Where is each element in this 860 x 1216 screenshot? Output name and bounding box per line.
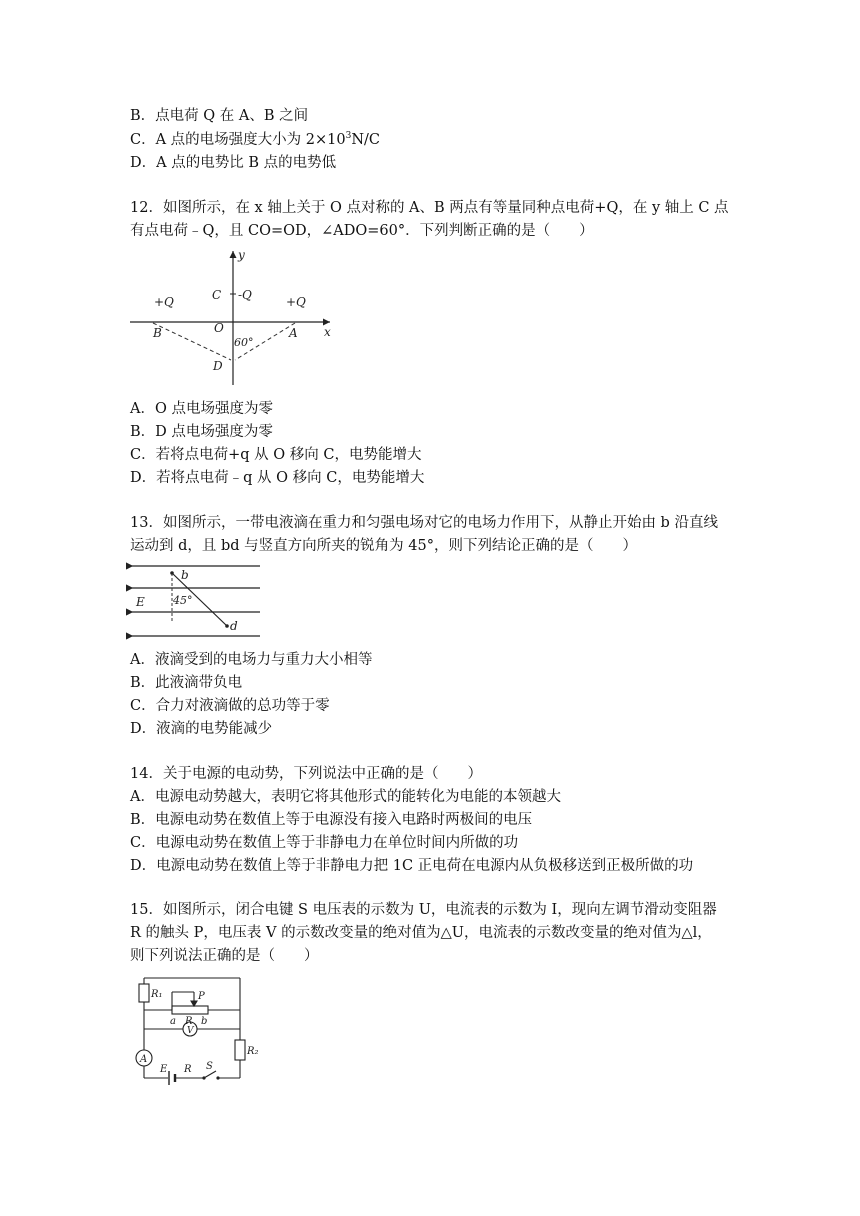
q15-switch <box>204 1071 216 1078</box>
q15-r-int-label: R <box>184 1064 192 1075</box>
q12-a-label: A <box>289 326 298 340</box>
q13-figure <box>128 560 268 642</box>
q13-point-d <box>225 624 229 628</box>
q12-stem-line1: 12．如图所示，在 x 轴上关于 O 点对称的 A、B 两点有等量同种点电荷+Q，在 y 轴上 C 点 <box>130 200 729 216</box>
q12-b-label: B <box>153 326 162 340</box>
q12-o-label: O <box>214 321 224 335</box>
q12-y-label: y <box>238 248 245 262</box>
q15-p-label: P <box>198 991 205 1002</box>
q11-option-c-exponent: 3 <box>345 131 352 142</box>
q14-option-a: A．电源电动势越大，表明它将其他形式的能转化为电能的本领越大 <box>130 789 561 805</box>
q15-r1-label: R₁ <box>151 989 163 1000</box>
q11-option-d: D．A 点的电势比 B 点的电势低 <box>130 155 337 171</box>
q15-stem-line2: R 的触头 P，电压表 V 的示数改变量的绝对值为△U，电流表的示数改变量的绝对值为△l， <box>130 925 712 941</box>
q15-ammeter-label: A <box>140 1054 148 1065</box>
q15-r1-resistor <box>139 984 149 1002</box>
q12-c-label: C <box>212 288 222 302</box>
q11-option-b: B．点电荷 Q 在 A、B 之间 <box>130 108 309 124</box>
q13-option-a: A．液滴受到的电场力与重力大小相等 <box>130 652 373 668</box>
q15-stem-line3: 则下列说法正确的是（ ） <box>130 948 319 964</box>
q11-option-c-text: C．A 点的电场强度大小为 2×10 <box>130 132 346 148</box>
q12-option-d: D．若将点电荷﹣q 从 O 移向 C，电势能增大 <box>130 470 425 486</box>
q12-x-label: x <box>324 325 331 339</box>
q13-d-label: d <box>230 619 238 633</box>
q14-option-b: B．电源电动势在数值上等于电源没有接入电路时两极间的电压 <box>130 812 533 828</box>
q14-option-d: D．电源电动势在数值上等于非静电力把 1C 正电荷在电源内从负极移送到正极所做的功 <box>130 858 694 874</box>
q15-r2-label: R₂ <box>247 1046 259 1057</box>
q15-e-label: E <box>160 1064 168 1075</box>
q15-stem-line1: 15．如图所示，闭合电键 S 电压表的示数为 U，电流表的示数为 I，现向左调节滑动变阻器 <box>130 902 717 918</box>
q13-option-b: B．此液滴带负电 <box>130 675 243 691</box>
q12-option-c: C．若将点电荷+q 从 O 移向 C，电势能增大 <box>130 447 422 463</box>
q12-angle-label: 60° <box>234 336 254 349</box>
q15-r2-resistor <box>235 1040 245 1060</box>
q13-e-label: E <box>136 595 145 609</box>
q13-point-b <box>170 571 174 575</box>
q13-option-d: D．液滴的电势能减少 <box>130 721 273 737</box>
q13-angle-label: 45° <box>173 594 193 607</box>
q15-b-label: b <box>201 1016 208 1027</box>
q14-option-c: C．电源电动势在数值上等于非静电力在单位时间内所做的功 <box>130 835 519 851</box>
q12-option-a: A．O 点电场强度为零 <box>130 401 273 417</box>
q15-r-label: R <box>185 1016 193 1027</box>
q12-figure <box>128 245 338 390</box>
q12-right-charge: +Q <box>286 295 306 309</box>
q15-a-label: a <box>170 1016 176 1027</box>
q13-b-label: b <box>181 568 189 582</box>
q14-stem: 14．关于电源的电动势，下列说法中正确的是（ ） <box>130 766 482 782</box>
q15-rheostat <box>172 1006 208 1014</box>
q11-option-c <box>130 130 380 150</box>
q13-option-c: C．合力对液滴做的总功等于零 <box>130 698 330 714</box>
q12-left-charge: +Q <box>154 295 174 309</box>
q15-circuit-figure <box>132 972 262 1084</box>
q13-stem-line1: 13．如图所示，一带电液滴在重力和匀强电场对它的电场力作用下，从静止开始由 b 沿直线 <box>130 515 718 531</box>
q12-option-b: B．D 点电场强度为零 <box>130 424 273 440</box>
q11-option-c-unit: N/C <box>351 132 381 148</box>
q12-c-charge: -Q <box>238 288 252 302</box>
q13-stem-line2: 运动到 d，且 bd 与竖直方向所夹的锐角为 45°，则下列结论正确的是（ ） <box>130 538 637 554</box>
q15-v-label: V <box>187 1026 194 1036</box>
q12-stem-line2: 有点电荷﹣Q，且 CO=OD，∠ADO=60°．下列判断正确的是（ ） <box>130 223 594 239</box>
q15-s-label: S <box>206 1061 213 1072</box>
q12-d-label: D <box>213 359 223 373</box>
